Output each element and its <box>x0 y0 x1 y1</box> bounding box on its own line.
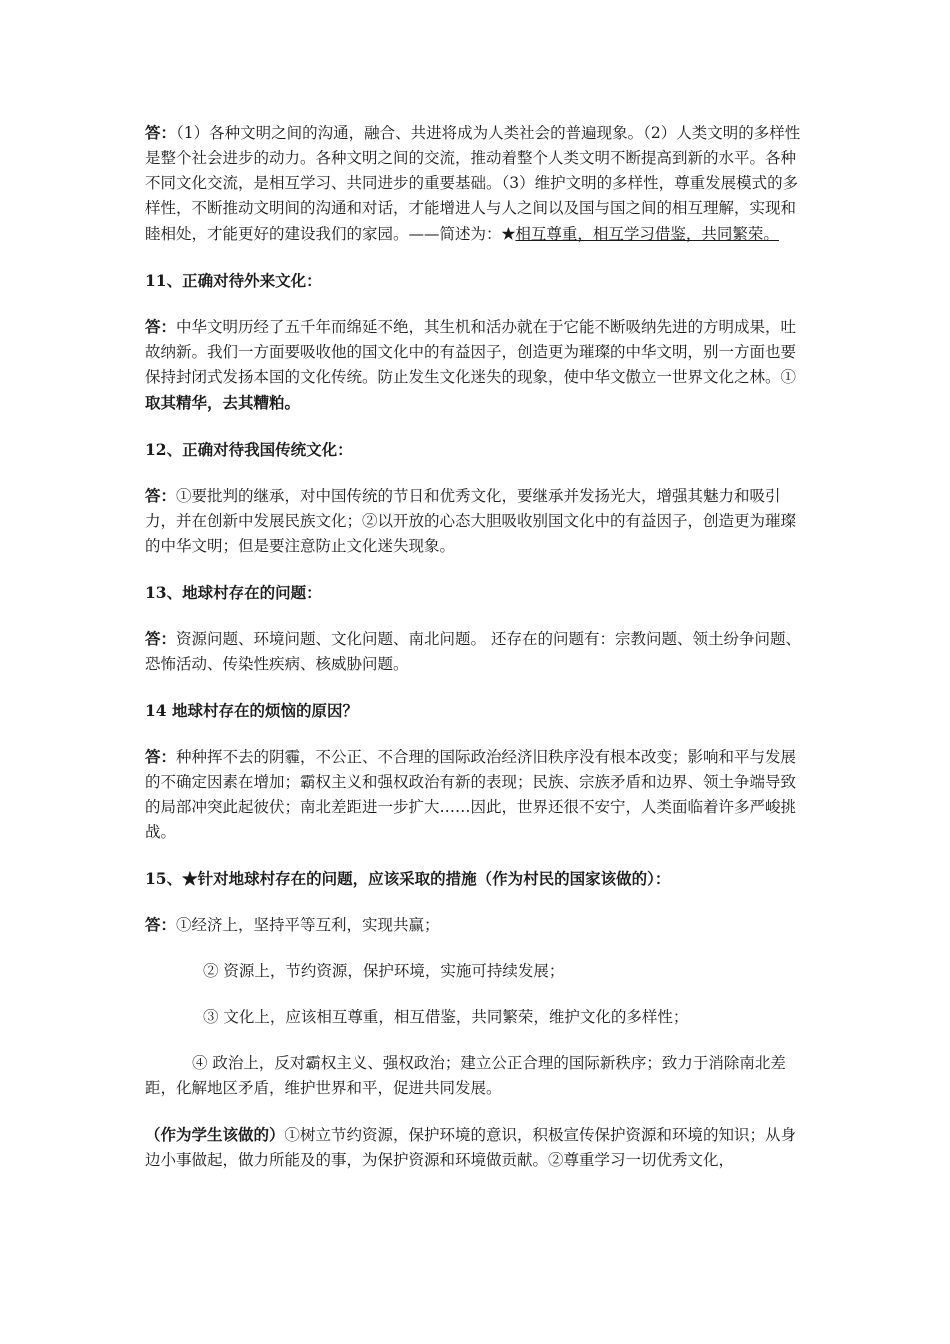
answer-text: 种种挥不去的阴霾，不公正、不合理的国际政治经济旧秩序没有根本改变；影响和平与发展的不确定因素在增加；霸权主义和强权政治有新的表现；民族、宗族矛盾和边界、领土争端导致的局部冲突此起彼伏；南北差距进一步扩大……因此，世界还很不安宁，人类面临着许多严峻挑战。 <box>145 748 797 841</box>
answer-text: ④ 政治上，反对霸权主义、强权政治；建立公正合理的国际新秩序；致力于消除南北差距，化解地区矛盾，维护世界和平，促进共同发展。 <box>145 1054 786 1097</box>
heading-15: 15、★针对地球村存在的问题，应该采取的措施（作为村民的国家该做的）： <box>145 869 671 888</box>
student-actions <box>145 1122 810 1173</box>
answer-label: 答： <box>145 915 177 934</box>
answer-12 <box>145 483 810 559</box>
answer-11 <box>145 314 810 416</box>
document-page <box>145 120 810 1173</box>
answer-14 <box>145 744 810 845</box>
answer-15-item-4 <box>145 1051 810 1101</box>
answer-text: ①要批判的继承，对中国传统的节日和优秀文化，要继承并发扬光大，增强其魅力和吸引力，并在创新中发展民族文化；②以开放的心态大胆吸收别国文化中的有益因子，创造更为璀璨的中华文明；但是要注意防止文化迷失现象。 <box>145 487 797 555</box>
answer-label: 答： <box>145 123 177 142</box>
answer-label: 答： <box>145 317 177 336</box>
answer-text: （1）各种文明之间的沟通，融合、共进将成为人类社会的普遍现象。（2）人类文明的多样性是整个社会进步的动力。各种文明之间的交流，推动着整个人类文明不断提高到新的水平。各种不同文化交流，是相互学习、共同进步的重要基础。（3）维护文明的多样性，尊重发展模式的多样性，不断推动文明间的沟通和对话，才能增进人与人之间以及国与国之间的相互理解，实现和睦相处，才能更好的建设我们的家园。——简述为： <box>145 124 801 243</box>
answer-label: 答： <box>145 747 177 766</box>
answer-summary: 相互尊重，相互学习借鉴，共同繁荣。 <box>515 225 779 243</box>
answer-15-item-3: ③ 文化上，应该相互尊重，相互借鉴，共同繁荣，维护文化的多样性； <box>203 1008 689 1026</box>
student-text: ①树立节约资源，保护环境的意识，积极宣传保护资源和环境的知识；从身边小事做起，做力所能及的事，为保护资源和环境做贡献。②尊重学习一切优秀文化， <box>145 1126 797 1169</box>
heading-12: 12、正确对待我国传统文化： <box>145 440 353 459</box>
answer-label: 答： <box>145 629 177 648</box>
answer-text: ①经济上，坚持平等互利，实现共赢； <box>176 916 440 934</box>
answer-text: 资源问题、环境问题、文化问题、南北问题。 还存在的问题有：宗教问题、领土纷争问题、恐怖活动、传染性疾病、核威胁问题。 <box>145 630 801 673</box>
star-icon: ★ <box>501 224 516 243</box>
answer-15-item-1 <box>145 912 810 938</box>
heading-14: 14 地球村存在的烦恼的原因？ <box>145 701 358 720</box>
answer-15-item-2: ② 资源上，节约资源，保护环境，实施可持续发展； <box>203 962 565 980</box>
heading-11: 11、正确对待外来文化： <box>145 271 322 290</box>
student-label: （作为学生该做的） <box>145 1125 285 1144</box>
answer-text: 中华文明历经了五千年而绵延不绝，其生机和活办就在于它能不断吸纳先进的方明成果，吐故纳新。我们一方面要吸收他的国文化中的有益因子，创造更为璀璨的中华文明，别一方面也要保持封闭式发扬本国的文化传统。防止发生文化迷失的现象，使中华文傲立一世界文化之林。① <box>145 318 797 386</box>
heading-13: 13、地球村存在的问题： <box>145 583 322 602</box>
answer-10 <box>145 120 810 247</box>
answer-emphasis: 取其精华，去其糟粕。 <box>145 393 301 412</box>
answer-label: 答： <box>145 486 177 505</box>
answer-13 <box>145 626 810 677</box>
